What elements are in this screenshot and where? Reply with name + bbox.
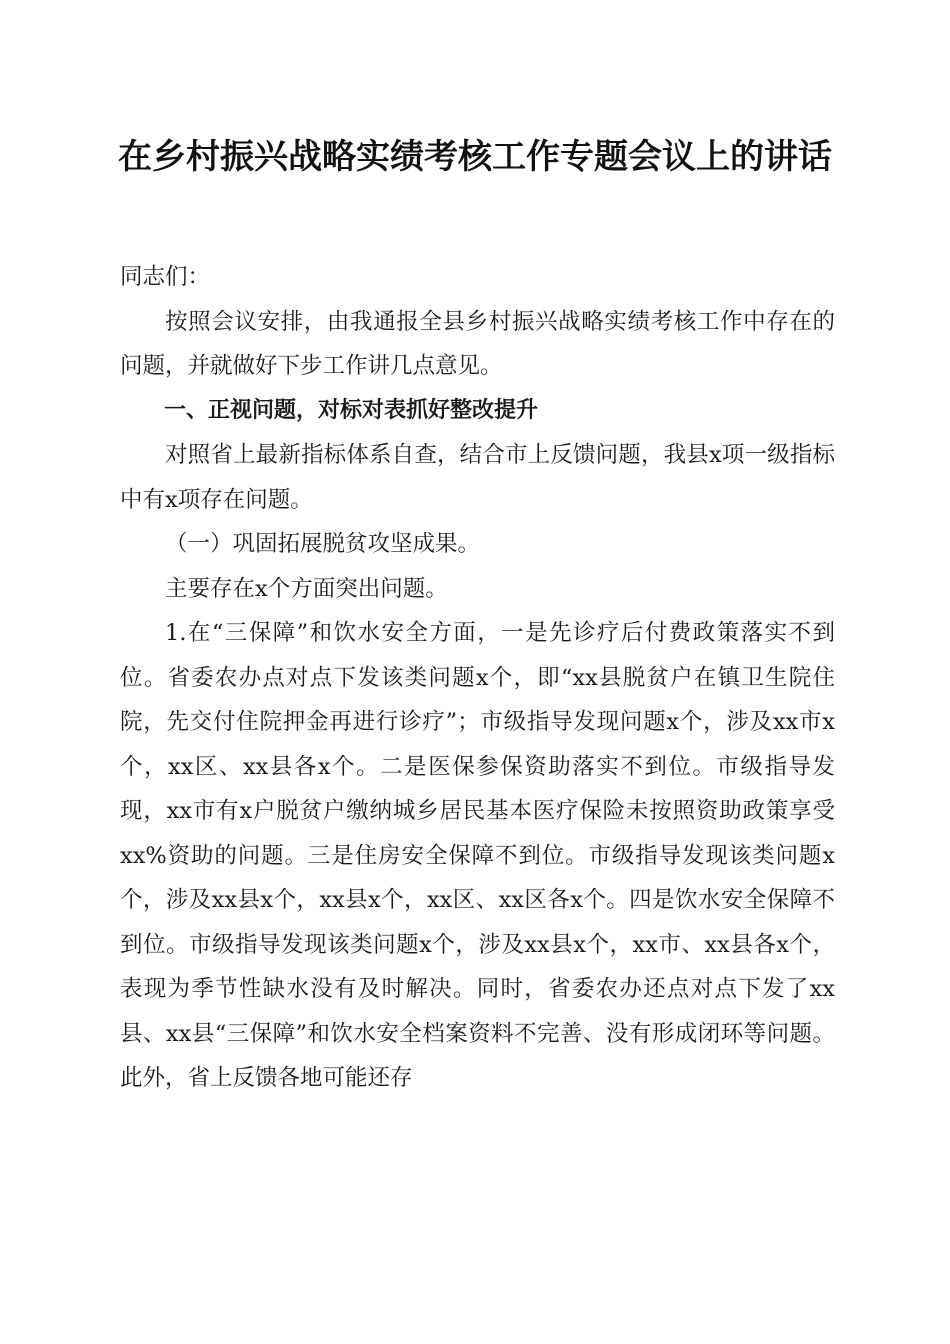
document-body [120,255,835,1101]
document-title: 在乡村振兴战略实绩考核工作专题会议上的讲话 [118,137,832,177]
subsection-heading-1: （一）巩固拓展脱贫攻坚成果。 [165,531,481,557]
paragraph-item-1: 1.在“三保障”和饮水安全方面，一是先诊疗后付费政策落实不到位。省委农办点对点下发该类问题x个，即“xx县脱贫户在镇卫生院住院，先交付住院押金再进行诊疗”；市级指导发现问题x个，涉及xx市x个，xx区、xx县各x个。二是医保参保资助落实不到位。市级指导发现，xx市有x户脱贫户缴纳城乡居民基本医疗保险未按照资助政策享受xx%资助的问题。三是住房安全保障不到位。市级指导发现该类问题x个，涉及xx县x个，xx县x个，xx区、xx区各x个。四是饮水安全保障不到位。市级指导发现该类问题x个，涉及xx县x个，xx市、xx县各x个，表现为季节性缺水没有及时解决。同时，省委农办还点对点下发了xx县、xx县“三保障”和饮水安全档案资料不完善、没有形成闭环等问题。此外，省上反馈各地可能还存 [120,620,835,1091]
paragraph-problems-summary: 主要存在x个方面突出问题。 [165,575,448,602]
paragraph-self-check: 对照省上最新指标体系自查，结合市上反馈问题，我县x项一级指标中有x项存在问题。 [120,442,835,513]
salutation: 同志们： [120,264,211,290]
paragraph-intro: 按照会议安排，由我通报全县乡村振兴战略实绩考核工作中存在的问题，并就做好下步工作讲几点意见。 [120,308,835,379]
section-heading-1: 一、正视问题，对标对表抓好整改提升 [164,397,539,423]
